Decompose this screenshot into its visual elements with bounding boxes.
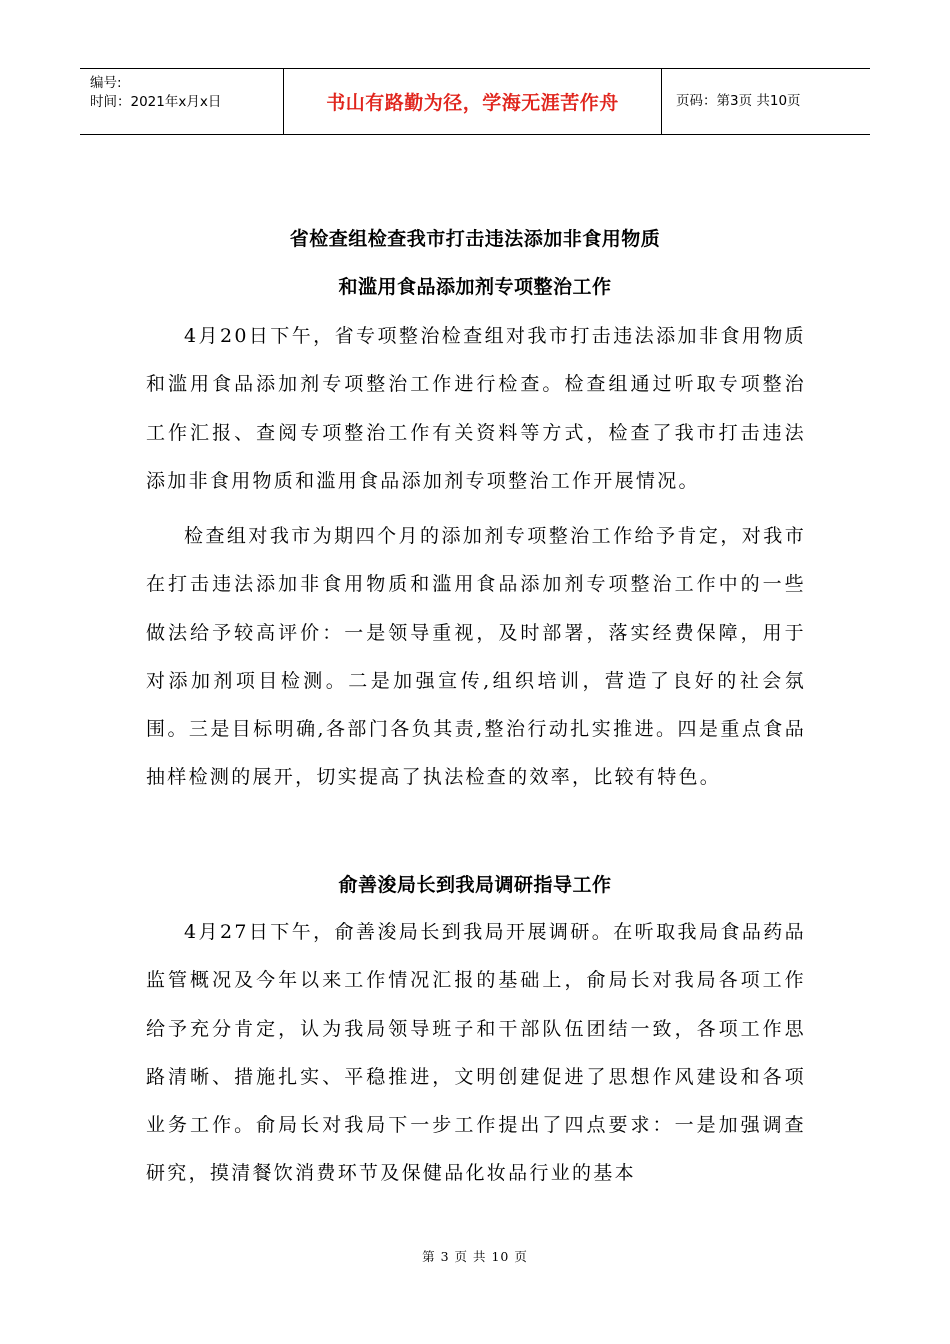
document-number-label: 编号: — [90, 75, 122, 91]
header-page-info: 页码：第3页 共10页 — [676, 93, 801, 109]
page-footer: 第 3 页 共 10 页 — [422, 1249, 528, 1264]
page-header — [80, 68, 870, 135]
article2-paragraph-1: 4月27日下午，俞善浚局长到我局开展调研。在听取我局食品药品监管概况及今年以来工作情况汇报的基础上，俞局长对我局各项工作给予充分肯定，认为我局领导班子和干部队伍团结一致，各项工作思路清晰、措施扎实、平稳推进，文明创建促进了思想作风建设和各项业务工作。俞局长对我局下一步工作提出了四点要求：一是加强调查研究，摸清餐饮消费环节及保健品化妆品行业的基本 — [146, 921, 806, 1185]
header-motto: 书山有路勤为径，学海无涯苦作舟 — [326, 92, 619, 114]
header-meta — [80, 69, 283, 134]
article1-paragraph-2: 检查组对我市为期四个月的添加剂专项整治工作给予肯定，对我市在打击违法添加非食用物质和滥用食品添加剂专项整治工作中的一些做法给予较高评价：一是领导重视，及时部署，落实经费保障，用于对添加剂项目检测。二是加强宣传,组织培训，营造了良好的社会氛围。三是目标明确,各部门各负其责,整治行动扎实推进。四是重点食品抽样检测的展开，切实提高了执法检查的效率，比较有特色。 — [146, 525, 806, 789]
article1-title-line1: 省检查组检查我市打击违法添加非食用物质 — [289, 228, 661, 250]
article2-title: 俞善浚局长到我局调研指导工作 — [338, 874, 612, 896]
article1-title-line2: 和滥用食品添加剂专项整治工作 — [338, 276, 612, 298]
header-page-cell — [662, 69, 870, 134]
article1-paragraph-1: 4月20日下午，省专项整治检查组对我市打击违法添加非食用物质和滥用食品添加剂专项整治工作进行检查。检查组通过听取专项整治工作汇报、查阅专项整治工作有关资料等方式，检查了我市打击违法添加非食用物质和滥用食品添加剂专项整治工作开展情况。 — [146, 325, 806, 492]
document-time-label: 时间：2021年x月x日 — [90, 94, 222, 110]
header-motto-cell — [283, 69, 662, 134]
